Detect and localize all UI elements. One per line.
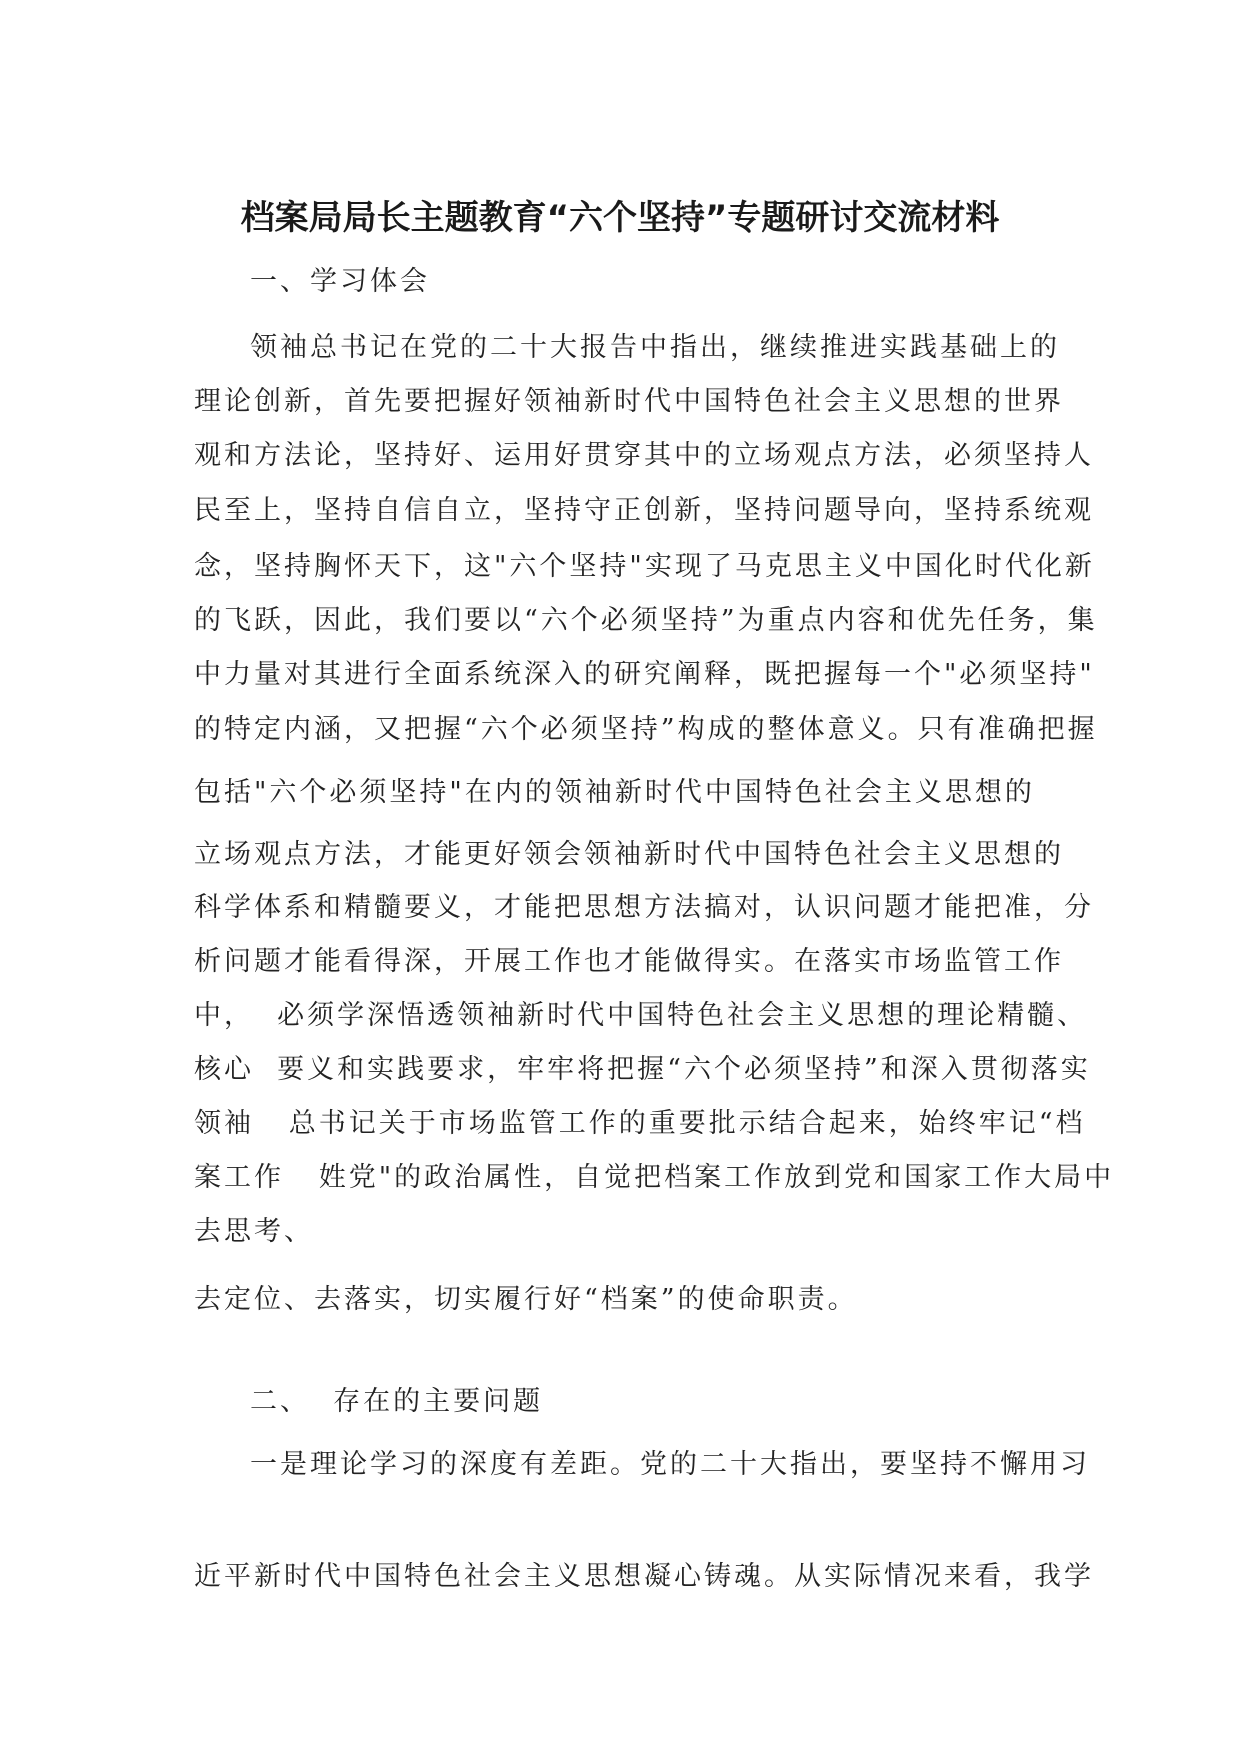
- paragraph-line: 中， 必须学深悟透领袖新时代中国特色社会主义思想的理论精髓、: [194, 1000, 1088, 1031]
- paragraph-line: 去定位、去落实，切实履行好“档案”的使命职责。: [194, 1284, 858, 1315]
- section-heading-learning: 一、学习体会: [250, 266, 430, 297]
- paragraph-line: 一是理论学习的深度有差距。党的二十大指出，要坚持不懈用习: [250, 1449, 1090, 1480]
- document-title: 档案局局长主题教育“六个坚持”专题研讨交流材料: [240, 198, 1000, 238]
- paragraph-line: 的特定内涵，又把握“六个必须坚持”构成的整体意义。只有准确把握: [194, 714, 1098, 745]
- paragraph-line: 领袖 总书记关于市场监管工作的重要批示结合起来，始终牢记“档: [194, 1108, 1086, 1139]
- paragraph-line: 科学体系和精髓要义，才能把思想方法搞对，认识问题才能把准，分: [194, 892, 1094, 923]
- paragraph-line: 观和方法论，坚持好、运用好贯穿其中的立场观点方法，必须坚持人: [194, 440, 1094, 471]
- section-heading-problems: 二、 存在的主要问题: [250, 1386, 544, 1417]
- paragraph-line: 案工作 姓党"的政治属性，自觉把档案工作放到党和国家工作大局中: [194, 1162, 1115, 1193]
- paragraph-line: 领袖总书记在党的二十大报告中指出，继续推进实践基础上的: [250, 332, 1060, 363]
- paragraph-line: 理论创新，首先要把握好领袖新时代中国特色社会主义思想的世界: [194, 386, 1064, 417]
- paragraph-line: 中力量对其进行全面系统深入的研究阐释，既把握每一个"必须坚持": [194, 659, 1095, 690]
- paragraph-line: 民至上，坚持自信自立，坚持守正创新，坚持问题导向，坚持系统观: [194, 495, 1094, 526]
- paragraph-line: 去思考、: [194, 1216, 314, 1247]
- paragraph-line: 念，坚持胸怀天下，这"六个坚持"实现了马克思主义中国化时代化新: [194, 551, 1095, 582]
- paragraph-line: 的飞跃，因此，我们要以“六个必须坚持”为重点内容和优先任务，集: [194, 605, 1098, 636]
- paragraph-line: 立场观点方法，才能更好领会领袖新时代中国特色社会主义思想的: [194, 839, 1064, 870]
- paragraph-line: 近平新时代中国特色社会主义思想凝心铸魂。从实际情况来看，我学: [194, 1561, 1094, 1592]
- paragraph-line: 包括"六个必须坚持"在内的领袖新时代中国特色社会主义思想的: [194, 777, 1035, 808]
- paragraph-line: 核心 要义和实践要求，牢牢将把握“六个必须坚持”和深入贯彻落实: [194, 1054, 1091, 1085]
- paragraph-line: 析问题才能看得深，开展工作也才能做得实。在落实市场监管工作: [194, 946, 1064, 977]
